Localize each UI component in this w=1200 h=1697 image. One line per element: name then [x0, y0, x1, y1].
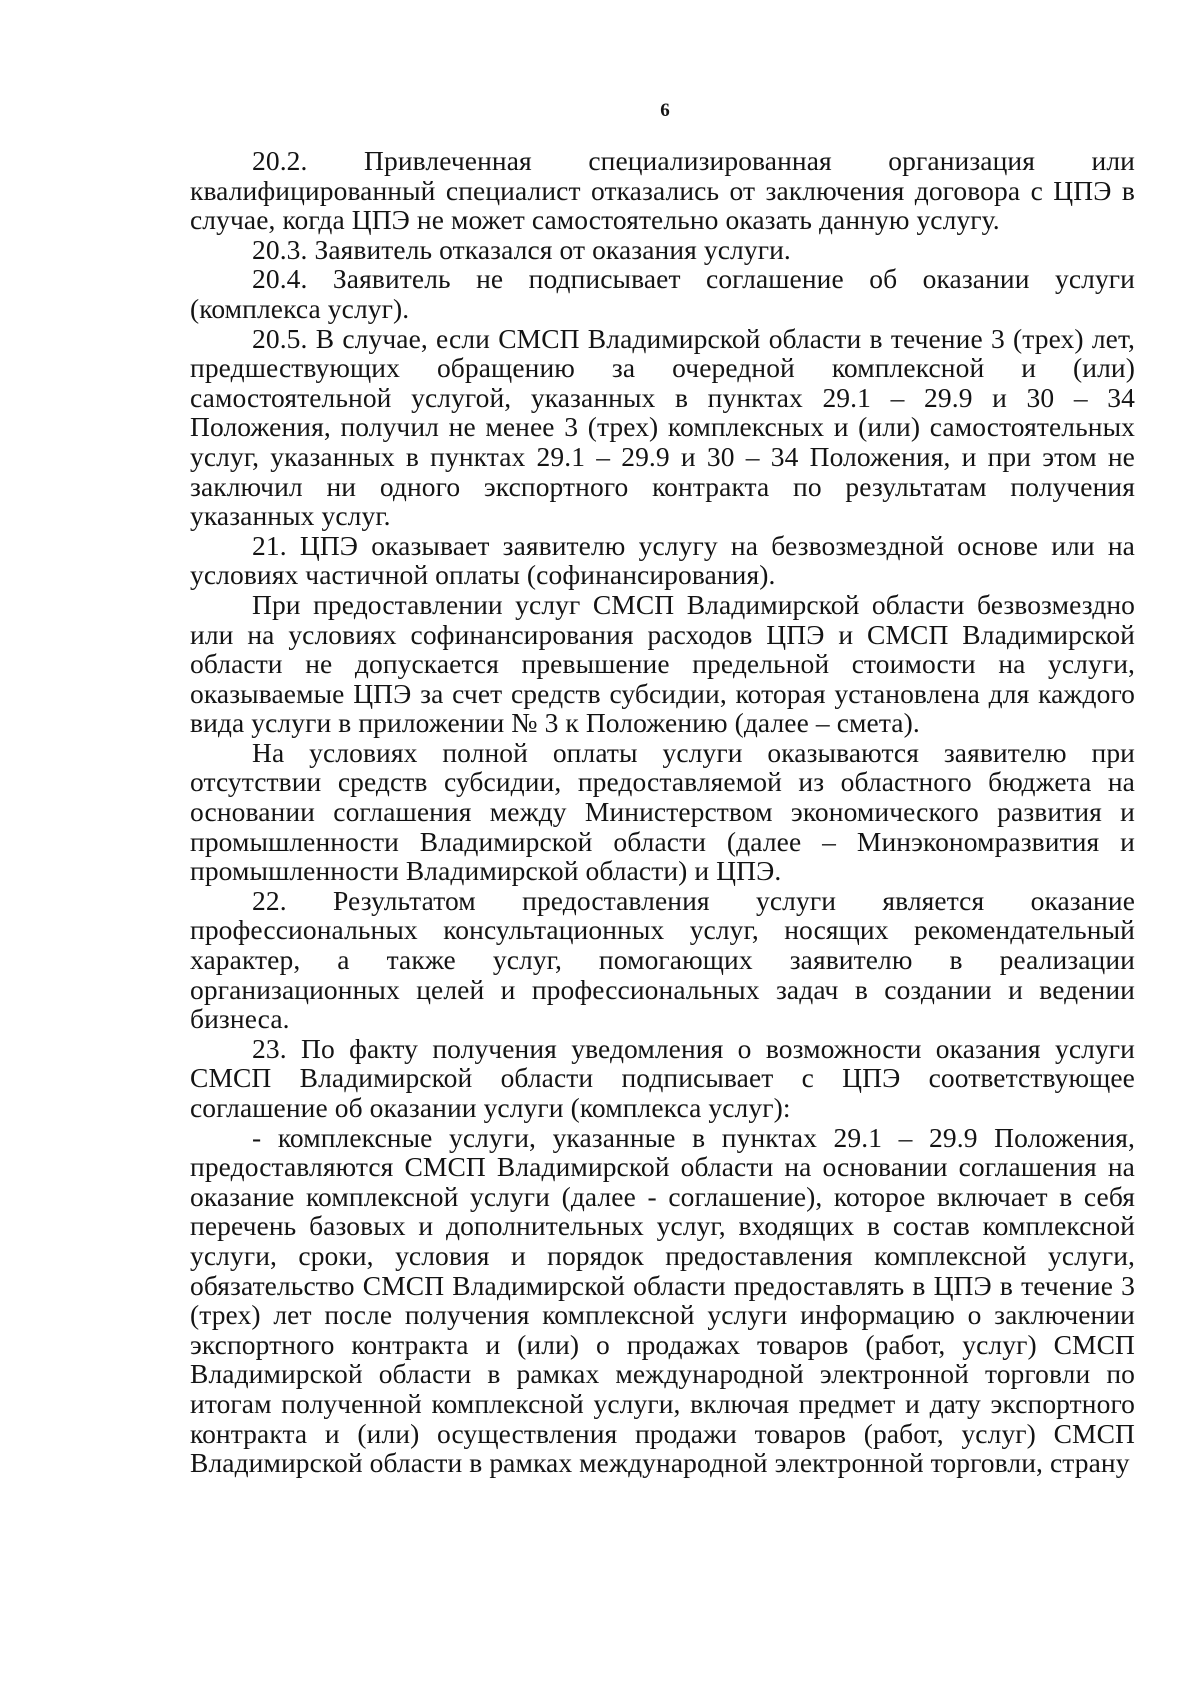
paragraph-23-complex-services: - комплексные услуги, указанные в пунктах 29.1 – 29.9 Положения, предоставляются СМСП Владимирской области на основании соглашения на оказание комплексной услуги (далее - соглашение), которое включает в себя перечень базовых и дополнительных услуг, входящих в состав комплексной услуги, сроки, условия и порядок предоставления комплексной услуги, обязательство СМСП Владимирской области предоставлять в ЦПЭ в течение 3 (трех) лет после получения комплексной услуги информацию о заключении экспортного контракта и (или) о продажах товаров (работ, услуг) СМСП Владимирской области в рамках международной электронной торговли по итогам полученной комплексной услуги, включая предмет и дату экспортного контракта и (или) осуществления продажи товаров (работ, услуг) СМСП Владимирской области в рамках международной электронной торговли, страну	[190, 1121, 1135, 1479]
page-number: 6	[660, 100, 670, 121]
paragraph-21-free-service: При предоставлении услуг СМСП Владимирской области безвозмездно или на условиях софинансирования расходов ЦПЭ и СМСП Владимирской области не допускается превышение предельной стоимости на услуги, оказываемые ЦПЭ за счет средств субсидии, которая установлена для каждого вида услуги в приложении № 3 к Положению (далее – смета).	[190, 588, 1135, 739]
paragraph-20-5: 20.5. В случае, если СМСП Владимирской области в течение 3 (трех) лет, предшествующих обращению за очередной комплексной и (или) самостоятельной услугой, указанных в пунктах 29.1 – 29.9 и 30 – 34 Положения, получил не менее 3 (трех) комплексных и (или) самостоятельных услуг, указанных в пунктах 29.1 – 29.9 и 30 – 34 Положения, и при этом не заключил ни одного экспортного контракта по результатам получения указанных услуг.	[190, 322, 1135, 532]
paragraph-22: 22. Результатом предоставления услуги является оказание профессиональных консультационных услуг, носящих рекомендательный характер, а также услуг, помогающих заявителю в реализации организационных целей и профессиональных задач в создании и ведении бизнеса.	[190, 884, 1135, 1035]
paragraph-20-3: 20.3. Заявитель отказался от оказания услуги.	[252, 233, 791, 265]
paragraph-21-full-payment: На условиях полной оплаты услуги оказываются заявителю при отсутствии средств субсидии, предоставляемой из областного бюджета на основании соглашения между Министерством экономического развития и промышленности Владимирской области (далее – Минэкономразвития и промышленности Владимирской области) и ЦПЭ.	[190, 736, 1135, 887]
document-body	[190, 146, 1135, 1478]
paragraph-20-2: 20.2. Привлеченная специализированная организация или квалифицированный специалист отказались от заключения договора с ЦПЭ в случае, когда ЦПЭ не может самостоятельно оказать данную услугу.	[190, 145, 1135, 236]
paragraph-21: 21. ЦПЭ оказывает заявителю услугу на безвозмездной основе или на условиях частичной оплаты (софинансирования).	[190, 529, 1135, 591]
paragraph-23: 23. По факту получения уведомления о возможности оказания услуги СМСП Владимирской области подписывает с ЦПЭ соответствующее соглашение об оказании услуги (комплекса услуг):	[190, 1032, 1135, 1123]
paragraph-20-4: 20.4. Заявитель не подписывает соглашение об оказании услуги (комплекса услуг).	[190, 263, 1135, 324]
